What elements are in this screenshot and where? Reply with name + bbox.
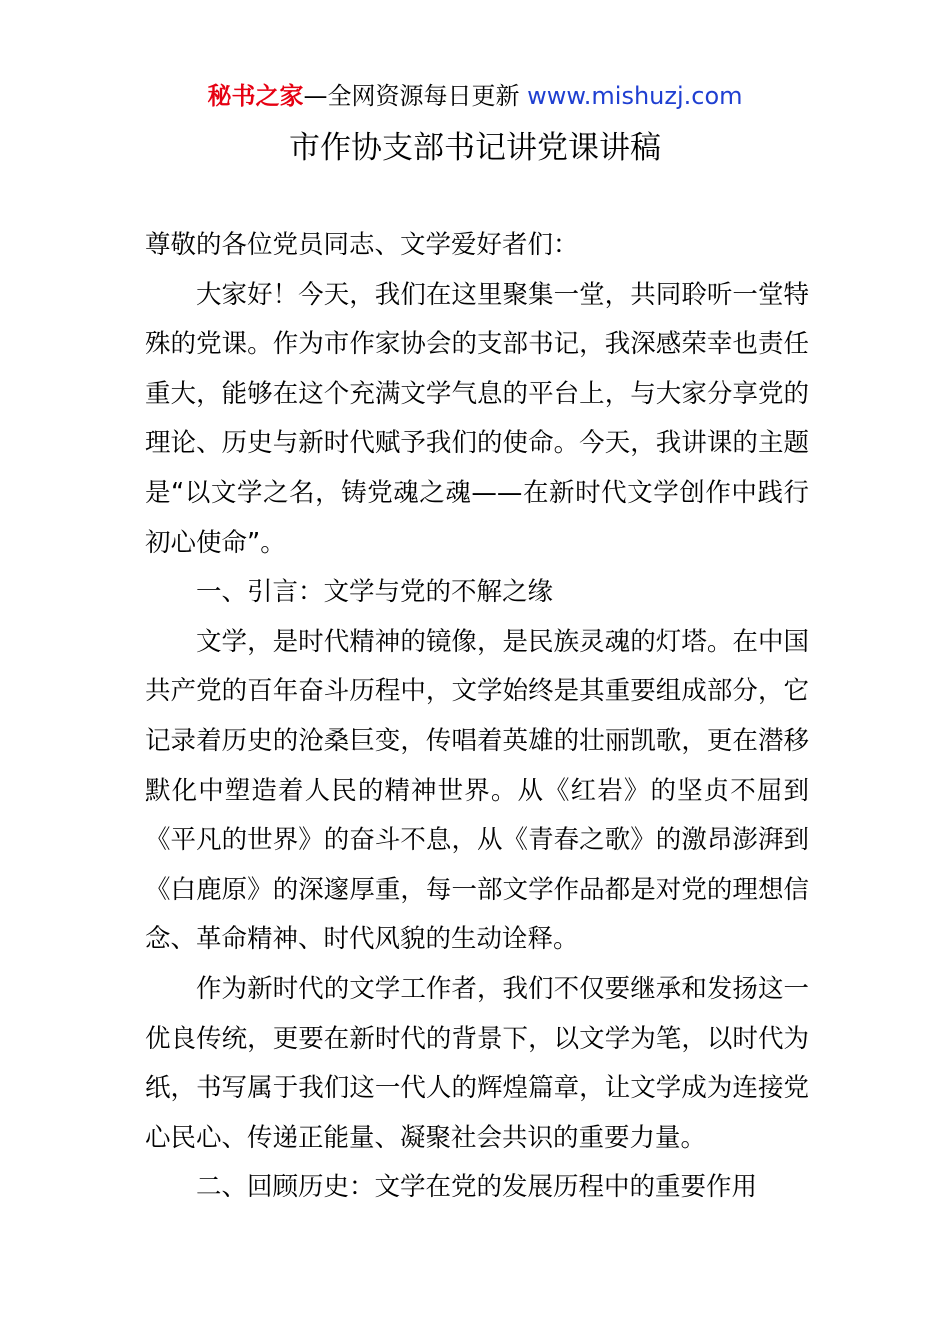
site-url-link[interactable]: www.mishuzj.com [527,82,743,110]
document-body [145,221,809,1213]
document-title: 市作协支部书记讲党课讲稿 [289,130,661,166]
site-brand: 秘书之家 [207,82,304,110]
paragraph-new-era: 作为新时代的文学工作者，我们不仅要继承和发扬这一优良传统，更要在新时代的背景下，以文学为笔，以时代为纸，书写属于我们这一代人的辉煌篇章，让文学成为连接党心民心、传递正能量、凝聚社会共识的重要力量。 [145,973,809,1153]
site-tagline: —全网资源每日更新 [303,82,528,110]
paragraph-opening: 大家好！今天，我们在这里聚集一堂，共同聆听一堂特殊的党课。作为市作家协会的支部书记，我深感荣幸也责任重大，能够在这个充满文学气息的平台上，与大家分享党的理论、历史与新时代赋予我们的使命。今天，我讲课的主题是“以文学之名，铸党魂之魂——在新时代文学创作中践行初心使命”。 [145,279,809,558]
salutation: 尊敬的各位党员同志、文学爱好者们： [145,230,579,260]
section-heading-2: 二、回顾历史：文学在党的发展历程中的重要作用 [196,1172,758,1203]
section-heading-1: 一、引言：文学与党的不解之缘 [196,577,554,608]
paragraph-literature-mirror: 文学，是时代精神的镜像，是民族灵魂的灯塔。在中国共产党的百年奋斗历程中，文学始终是其重要组成部分，它记录着历史的沧桑巨变，传唱着英雄的壮丽凯歌，更在潜移默化中塑造着人民的精神世界。从《红岩》的坚贞不屈到《平凡的世界》的奋斗不息，从《青春之歌》的激昂澎湃到《白鹿原》的深邃厚重，每一部文学作品都是对党的理想信念、革命精神、时代风貌的生动诠释。 [145,626,809,955]
site-header [0,80,950,112]
